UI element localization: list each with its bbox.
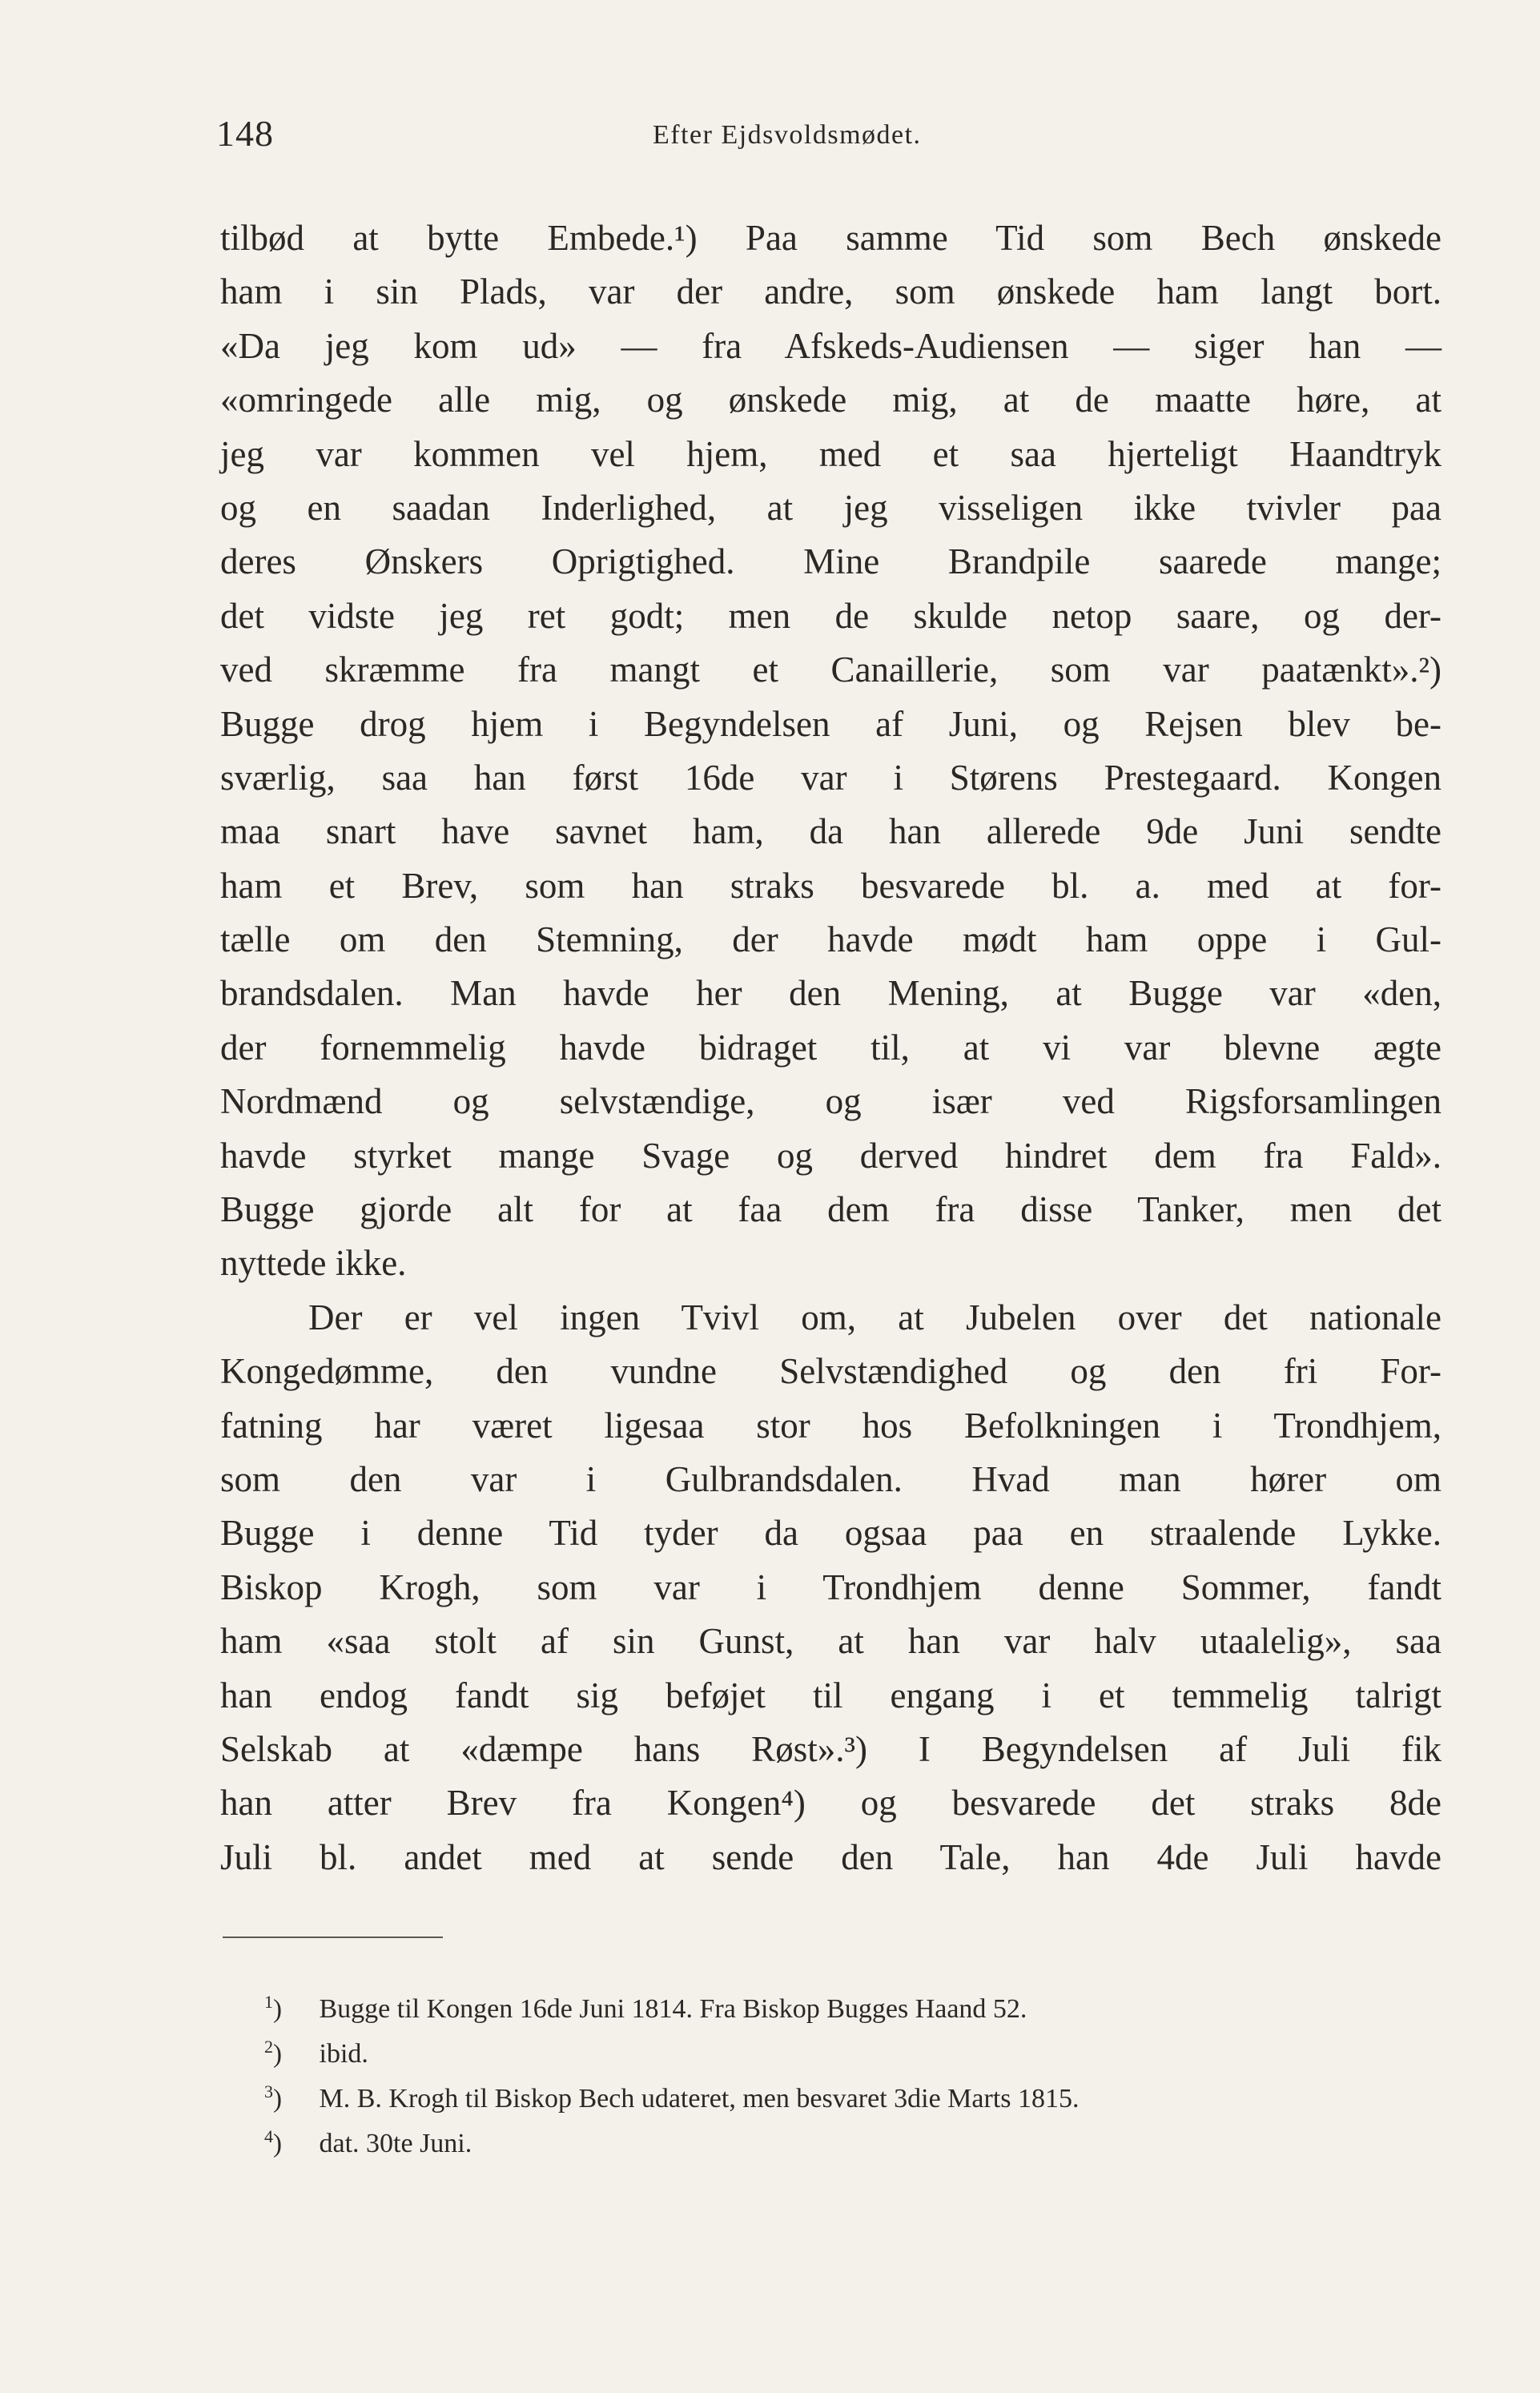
text-line: ham «saa stolt af sin Gunst, at han var halv utaalelig», saa xyxy=(220,1621,1441,1662)
main-text xyxy=(220,211,1441,1884)
page-header xyxy=(216,112,1441,160)
text-line: Kongedømme, den vundne Selvstændighed og den fri For- xyxy=(220,1351,1441,1392)
footnote-text: Bugge til Kongen 16de Juni 1814. Fra Biskop Bugges Haand 52. xyxy=(319,1994,1027,2024)
text-line: det vidste jeg ret godt; men de skulde netop saare, og der- xyxy=(220,595,1441,636)
footnote-marker: $^1$) xyxy=(264,1992,282,2024)
footnote-divider xyxy=(223,1937,443,1938)
text-line: jeg var kommen vel hjem, med et saa hjerteligt Haandtryk xyxy=(220,433,1441,474)
footnote-marker: $^3$) xyxy=(264,2081,282,2113)
text-line: «Da jeg kom ud» — fra Afskeds-Audiensen — siger han — xyxy=(220,325,1441,366)
running-title: Efter Ejdsvoldsmødet. xyxy=(653,120,922,150)
text-line: Bugge drog hjem i Begyndelsen af Juni, og Rejsen blev be- xyxy=(220,703,1441,744)
page-number: 148 xyxy=(216,113,274,154)
footnote-item xyxy=(264,2114,1441,2159)
text-line: maa snart have savnet ham, da han allerede 9de Juni sendte xyxy=(220,811,1441,852)
text-line: der fornemmelig havde bidraget til, at vi var blevne ægte xyxy=(220,1027,1441,1068)
text-line: ham i sin Plads, var der andre, som ønskede ham langt bort. xyxy=(220,271,1441,312)
footnote-item xyxy=(264,2069,1441,2114)
text-line: og en saadan Inderlighed, at jeg visseligen ikke tvivler paa xyxy=(220,487,1441,528)
text-line: Juli bl. andet med at sende den Tale, han 4de Juli havde xyxy=(220,1836,1441,1877)
text-line: «omringede alle mig, og ønskede mig, at de maatte høre, at xyxy=(220,380,1441,420)
footnotes xyxy=(264,1980,1441,2159)
footnote-text: ibid. xyxy=(319,2039,368,2069)
text-line: Bugge gjorde alt for at faa dem fra disse Tanker, men det xyxy=(220,1189,1441,1230)
text-line: Nordmænd og selvstændige, og især ved Rigsforsamlingen xyxy=(220,1081,1441,1122)
text-line: havde styrket mange Svage og derved hindret dem fra Fald». xyxy=(220,1135,1441,1176)
text-line: fatning har været ligesaa stor hos Befolkningen i Trondhjem, xyxy=(220,1405,1441,1446)
text-line: som den var i Gulbrandsdalen. Hvad man hører om xyxy=(220,1458,1441,1499)
footnote-marker: $^4$) xyxy=(264,2126,282,2158)
footnote-marker: $^2$) xyxy=(264,2037,282,2069)
text-line: sværlig, saa han først 16de var i Størens Prestegaard. Kongen xyxy=(220,757,1441,798)
text-line: Biskop Krogh, som var i Trondhjem denne Sommer, fandt xyxy=(220,1567,1441,1607)
text-line: Bugge i denne Tid tyder da ogsaa paa en straalende Lykke. xyxy=(220,1513,1441,1554)
text-line: han endog fandt sig beføjet til engang i et temmelig talrigt xyxy=(220,1675,1441,1715)
text-line: tælle om den Stemning, der havde mødt ham oppe i Gul- xyxy=(220,919,1441,960)
text-line: deres Ønskers Oprigtighed. Mine Brandpile saarede mange; xyxy=(220,541,1441,582)
text-line: ham et Brev, som han straks besvarede bl. a. med at for- xyxy=(220,865,1441,906)
text-line: ved skræmme fra mangt et Canaillerie, som var paatænkt».²) xyxy=(220,650,1441,690)
text-line: nyttede ikke. xyxy=(220,1243,407,1284)
text-line: han atter Brev fra Kongen⁴) og besvarede det straks 8de xyxy=(220,1783,1441,1824)
text-line: tilbød at bytte Embede.¹) Paa samme Tid som Bech ønskede xyxy=(220,218,1441,258)
text-line: brandsdalen. Man havde her den Mening, at Bugge var «den, xyxy=(220,973,1441,1014)
footnote-text: M. B. Krogh til Biskop Bech udateret, men besvaret 3die Marts 1815. xyxy=(319,2084,1080,2113)
footnote-item xyxy=(264,2025,1441,2069)
footnote-item xyxy=(264,1980,1441,2025)
text-line: Selskab at «dæmpe hans Røst».³) I Begyndelsen af Juli fik xyxy=(220,1728,1441,1769)
footnote-text: dat. 30te Juni. xyxy=(319,2129,472,2158)
text-line: Der er vel ingen Tvivl om, at Jubelen over det nationale xyxy=(308,1297,1441,1337)
